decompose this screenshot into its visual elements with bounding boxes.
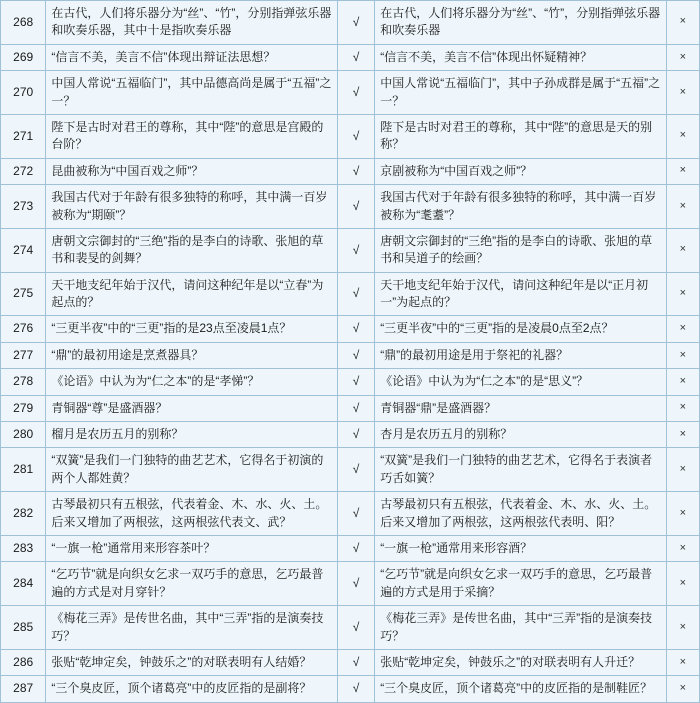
answer-text: 唐朝文宗御封的“三绝”指的是李白的诗歌、张旭的草书和吴道子的绘画？ bbox=[380, 233, 653, 266]
question-cell bbox=[46, 44, 338, 70]
table-row bbox=[1, 1, 700, 45]
answer-text: 《论语》中认为为“仁之本”的是“思义”？ bbox=[380, 374, 589, 389]
question-text: “双簧”是我们一门独特的曲艺艺术，它得名于初演的两个人都姓黄？ bbox=[51, 453, 324, 485]
check-mark-icon[interactable]: √ bbox=[337, 535, 374, 561]
table-row bbox=[1, 395, 700, 421]
check-mark-icon[interactable]: √ bbox=[337, 158, 374, 184]
check-mark-icon[interactable]: √ bbox=[337, 114, 374, 158]
remove-row-icon[interactable]: × bbox=[666, 369, 699, 395]
question-text: 唐朝文宗御封的“三绝”指的是李白的诗歌、张旭的草书和裴旻的剑舞？ bbox=[51, 233, 324, 266]
table-row bbox=[1, 185, 700, 229]
question-cell bbox=[46, 369, 338, 395]
answer-cell bbox=[375, 606, 667, 650]
answer-cell bbox=[375, 158, 667, 184]
remove-row-icon[interactable]: × bbox=[666, 562, 699, 606]
question-cell bbox=[46, 158, 338, 184]
answer-cell bbox=[375, 316, 667, 342]
row-index: 281 bbox=[1, 448, 46, 492]
question-cell bbox=[46, 448, 338, 492]
check-mark-icon[interactable]: √ bbox=[337, 1, 374, 45]
table-row bbox=[1, 44, 700, 70]
answer-cell bbox=[375, 1, 667, 45]
check-mark-icon[interactable]: √ bbox=[337, 395, 374, 421]
question-cell bbox=[46, 395, 338, 421]
remove-row-icon[interactable]: × bbox=[666, 272, 699, 316]
check-mark-icon[interactable]: √ bbox=[337, 342, 374, 368]
answer-text: “一旗一枪”通常用来形容酒？ bbox=[380, 540, 533, 555]
check-mark-icon[interactable]: √ bbox=[337, 228, 374, 272]
table-row bbox=[1, 158, 700, 184]
row-index: 278 bbox=[1, 369, 46, 395]
table-row bbox=[1, 448, 700, 492]
remove-row-icon[interactable]: × bbox=[666, 1, 699, 45]
remove-row-icon[interactable]: × bbox=[666, 71, 699, 115]
row-index: 274 bbox=[1, 228, 46, 272]
row-index: 271 bbox=[1, 114, 46, 158]
check-mark-icon[interactable]: √ bbox=[337, 422, 374, 448]
answer-text: 京剧被称为“中国百戏之师”？ bbox=[380, 163, 533, 178]
question-text: 《论语》中认为为“仁之本”的是“孝悌”？ bbox=[51, 374, 260, 389]
row-index: 283 bbox=[1, 535, 46, 561]
answer-text: 张贴“乾坤定矣，钟鼓乐之”的对联表明有人升迁？ bbox=[380, 654, 641, 669]
remove-row-icon[interactable]: × bbox=[666, 114, 699, 158]
answer-cell bbox=[375, 228, 667, 272]
remove-row-icon[interactable]: × bbox=[666, 342, 699, 368]
answer-text: 中国人常说“五福临门”，其中子孙成群是属于“五福”之一？ bbox=[380, 76, 661, 108]
question-text: “三个臭皮匠，顶个诸葛亮”中的皮匠指的是副将？ bbox=[51, 681, 312, 696]
question-cell bbox=[46, 185, 338, 229]
remove-row-icon[interactable]: × bbox=[666, 316, 699, 342]
question-cell bbox=[46, 422, 338, 448]
check-mark-icon[interactable]: √ bbox=[337, 316, 374, 342]
row-index: 284 bbox=[1, 562, 46, 606]
check-mark-icon[interactable]: √ bbox=[337, 562, 374, 606]
question-cell bbox=[46, 228, 338, 272]
table-row bbox=[1, 71, 700, 115]
answer-cell bbox=[375, 185, 667, 229]
remove-row-icon[interactable]: × bbox=[666, 422, 699, 448]
table-row bbox=[1, 535, 700, 561]
check-mark-icon[interactable]: √ bbox=[337, 272, 374, 316]
answer-cell bbox=[375, 44, 667, 70]
table-row bbox=[1, 342, 700, 368]
question-text: “乞巧节”就是向织女乞求一双巧手的意思，乞巧最普遍的方式是对月穿针？ bbox=[51, 567, 324, 599]
qa-table-body bbox=[1, 1, 700, 703]
question-text: 昆曲被称为“中国百戏之师”？ bbox=[51, 163, 204, 178]
question-text: 《梅花三弄》是传世名曲，其中“三弄”指的是演奏技巧？ bbox=[51, 611, 324, 643]
question-text: 古琴最初只有五根弦，代表着金、木、水、火、土。后来又增加了两根弦，这两根弦代表文、武？ bbox=[51, 497, 328, 529]
question-cell bbox=[46, 71, 338, 115]
row-index: 287 bbox=[1, 676, 46, 702]
question-cell bbox=[46, 272, 338, 316]
remove-row-icon[interactable]: × bbox=[666, 649, 699, 675]
question-cell bbox=[46, 649, 338, 675]
answer-text: 杏月是农历五月的别称？ bbox=[380, 427, 513, 442]
answer-cell bbox=[375, 272, 667, 316]
answer-cell bbox=[375, 535, 667, 561]
question-text: “信言不美，美言不信”体现出辩证法思想？ bbox=[51, 49, 276, 64]
row-index: 275 bbox=[1, 272, 46, 316]
question-text: 天干地支纪年始于汉代，请问这种纪年是以“立春”为起点的？ bbox=[51, 277, 324, 310]
answer-cell bbox=[375, 369, 667, 395]
remove-row-icon[interactable]: × bbox=[666, 606, 699, 650]
answer-cell bbox=[375, 649, 667, 675]
answer-text: 我国古代对于年龄有很多独特的称呼，其中满一百岁被称为“耄耋”？ bbox=[380, 190, 657, 222]
row-index: 285 bbox=[1, 606, 46, 650]
check-mark-icon[interactable]: √ bbox=[337, 44, 374, 70]
question-cell bbox=[46, 1, 338, 45]
table-row bbox=[1, 649, 700, 675]
table-row bbox=[1, 114, 700, 158]
question-text: 在古代，人们将乐器分为“丝”、“竹”，分别指弹弦乐器和吹奏乐器，其中十是指吹奏乐器 bbox=[51, 6, 332, 38]
answer-cell bbox=[375, 562, 667, 606]
remove-row-icon[interactable]: × bbox=[666, 448, 699, 492]
row-index: 277 bbox=[1, 342, 46, 368]
answer-cell bbox=[375, 492, 667, 536]
question-cell bbox=[46, 342, 338, 368]
remove-row-icon[interactable]: × bbox=[666, 492, 699, 536]
table-row bbox=[1, 492, 700, 536]
check-mark-icon[interactable]: √ bbox=[337, 649, 374, 675]
row-index: 270 bbox=[1, 71, 46, 115]
table-row bbox=[1, 228, 700, 272]
question-cell bbox=[46, 676, 338, 702]
row-index: 282 bbox=[1, 492, 46, 536]
table-row bbox=[1, 676, 700, 702]
question-cell bbox=[46, 562, 338, 606]
answer-text: 在古代，人们将乐器分为“丝”、“竹”，分别指弹弦乐器和吹奏乐器 bbox=[380, 6, 661, 38]
row-index: 269 bbox=[1, 44, 46, 70]
table-row bbox=[1, 562, 700, 606]
question-text: “鼎”的最初用途是烹煮器具？ bbox=[51, 347, 204, 362]
check-mark-icon[interactable]: √ bbox=[337, 676, 374, 702]
remove-row-icon[interactable]: × bbox=[666, 535, 699, 561]
question-text: 中国人常说“五福临门”，其中品德高尚是属于“五福”之一？ bbox=[51, 76, 332, 108]
table-row bbox=[1, 422, 700, 448]
row-index: 279 bbox=[1, 395, 46, 421]
remove-row-icon[interactable]: × bbox=[666, 44, 699, 70]
row-index: 273 bbox=[1, 185, 46, 229]
question-text: 张贴“乾坤定矣，钟鼓乐之”的对联表明有人结婚？ bbox=[51, 654, 312, 669]
answer-text: “三个臭皮匠，顶个诸葛亮”中的皮匠指的是制鞋匠？ bbox=[380, 681, 653, 696]
answer-cell bbox=[375, 448, 667, 492]
check-mark-icon[interactable]: √ bbox=[337, 448, 374, 492]
question-text: “三更半夜”中的“三更”指的是23点至凌晨1点？ bbox=[51, 321, 292, 336]
check-mark-icon[interactable]: √ bbox=[337, 185, 374, 229]
row-index: 272 bbox=[1, 158, 46, 184]
question-text: 青铜器“尊”是盛酒器？ bbox=[51, 400, 168, 415]
row-index: 280 bbox=[1, 422, 46, 448]
remove-row-icon[interactable]: × bbox=[666, 395, 699, 421]
check-mark-icon[interactable]: √ bbox=[337, 71, 374, 115]
question-text: 榴月是农历五月的别称？ bbox=[51, 427, 184, 442]
check-mark-icon[interactable]: √ bbox=[337, 369, 374, 395]
answer-text: “双簧”是我们一门独特的曲艺艺术，它得名于表演者巧舌如簧？ bbox=[380, 453, 653, 485]
answer-cell bbox=[375, 71, 667, 115]
answer-text: 青铜器“鼎”是盛酒器？ bbox=[380, 400, 497, 415]
check-mark-icon[interactable]: √ bbox=[337, 606, 374, 650]
answer-text: “鼎”的最初用途是用于祭祀的礼器？ bbox=[380, 347, 569, 362]
table-row bbox=[1, 272, 700, 316]
question-cell bbox=[46, 606, 338, 650]
answer-text: 古琴最初只有五根弦，代表着金、木、水、火、土。后来又增加了两根弦，这两根弦代表明、阳？ bbox=[380, 497, 657, 529]
table-row bbox=[1, 316, 700, 342]
check-mark-icon[interactable]: √ bbox=[337, 492, 374, 536]
question-text: 陛下是古时对君王的尊称，其中“陛”的意思是宫殿的台阶？ bbox=[51, 119, 324, 152]
table-row bbox=[1, 369, 700, 395]
table-row bbox=[1, 606, 700, 650]
question-text: “一旗一枪”通常用来形容茶叶？ bbox=[51, 540, 216, 555]
answer-text: 《梅花三弄》是传世名曲，其中“三弄”指的是演奏技巧？ bbox=[380, 611, 653, 643]
remove-row-icon[interactable]: × bbox=[666, 158, 699, 184]
question-cell bbox=[46, 316, 338, 342]
row-index: 268 bbox=[1, 1, 46, 45]
remove-row-icon[interactable]: × bbox=[666, 185, 699, 229]
row-index: 276 bbox=[1, 316, 46, 342]
answer-text: 陛下是古时对君王的尊称，其中“陛”的意思是天的别称？ bbox=[380, 119, 653, 152]
question-cell bbox=[46, 492, 338, 536]
answer-text: “乞巧节”就是向织女乞求一双巧手的意思，乞巧最普遍的方式是用于采摘？ bbox=[380, 567, 653, 599]
answer-text: “三更半夜”中的“三更”指的是凌晨0点至2点？ bbox=[380, 321, 614, 336]
answer-cell bbox=[375, 114, 667, 158]
answer-cell bbox=[375, 395, 667, 421]
row-index: 286 bbox=[1, 649, 46, 675]
answer-cell bbox=[375, 342, 667, 368]
remove-row-icon[interactable]: × bbox=[666, 228, 699, 272]
answer-text: 天干地支纪年始于汉代，请问这种纪年是以“正月初一”为起点的？ bbox=[380, 277, 649, 310]
answer-cell bbox=[375, 422, 667, 448]
remove-row-icon[interactable]: × bbox=[666, 676, 699, 702]
question-text: 我国古代对于年龄有很多独特的称呼，其中满一百岁被称为“期颐”？ bbox=[51, 190, 328, 222]
question-cell bbox=[46, 114, 338, 158]
answer-text: “信言不美，美言不信”体现出怀疑精神？ bbox=[380, 49, 593, 64]
question-cell bbox=[46, 535, 338, 561]
answer-cell bbox=[375, 676, 667, 702]
